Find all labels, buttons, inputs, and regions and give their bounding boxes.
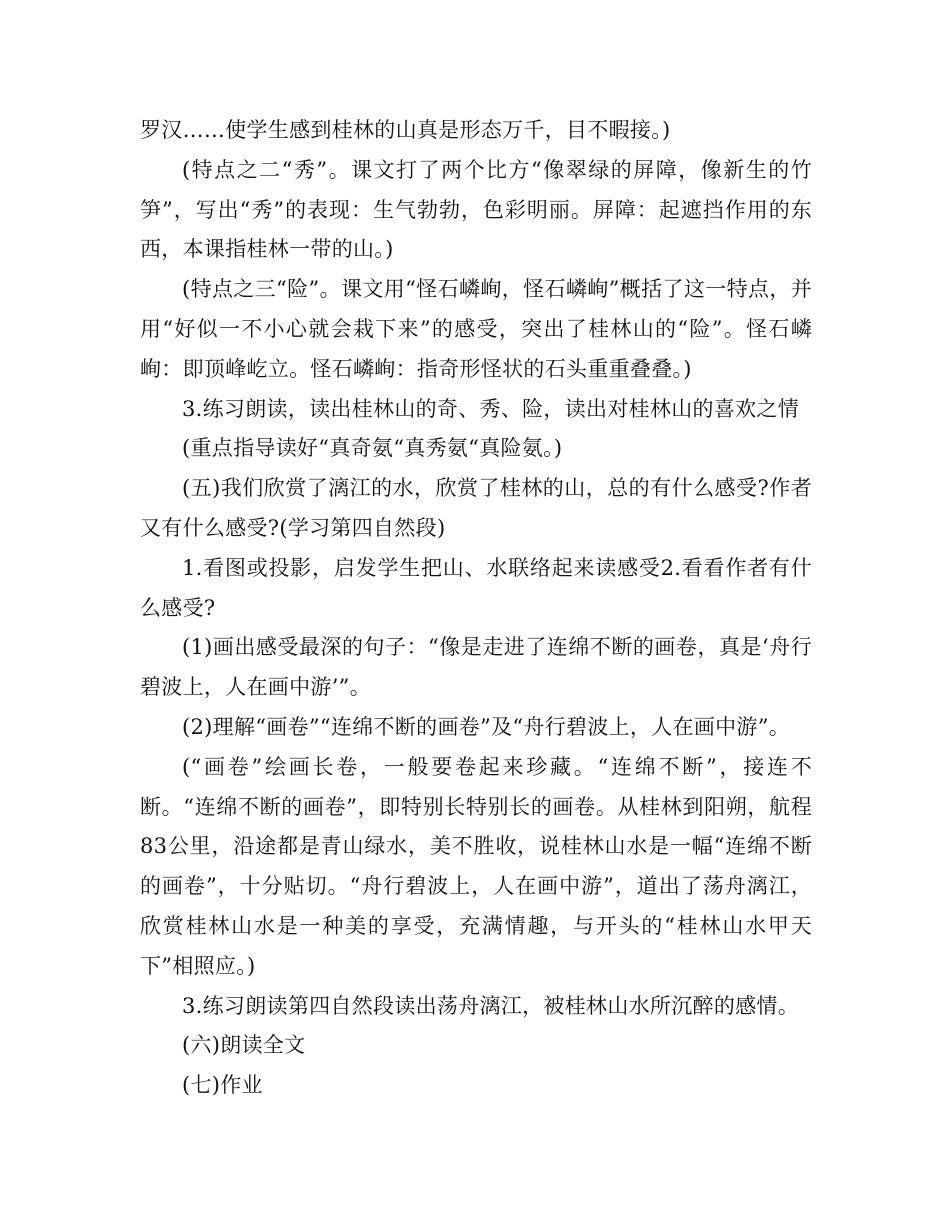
paragraph-reading-guidance: (重点指导读好“真奇氨“真秀氨“真险氨。) (182, 436, 563, 461)
paragraph-step-3-practice: 3.练习朗读第四自然段读出荡舟漓江，被桂林山水所沉醉的感情。 (182, 993, 800, 1018)
document-page (140, 111, 812, 1106)
paragraph-feature-two: (特点之二“秀”。课文打了两个比方“像翠绿的屏障，像新生的竹笋”，写出“秀”的表现：生气勃勃，色彩明丽。屏障：起遮挡作用的东西，本课指桂林一带的山。) (140, 157, 812, 262)
paragraph-continuation: 罗汉……使学生感到桂林的山真是形态万千，目不暇接。) (140, 118, 671, 142)
paragraph-section-six: (六)朗读全文 (182, 1033, 306, 1058)
paragraph-step-1-view: 1.看图或投影，启发学生把山、水联络起来读感受2.看看作者有什么感受? (140, 555, 812, 620)
paragraph-section-five: (五)我们欣赏了漓江的水，欣赏了桂林的山，总的有什么感受?作者又有什么感受?(学习第四自然段) (140, 476, 812, 540)
paragraph-feature-three: (特点之三“险”。课文用“怪石嶙峋，怪石嶙峋”概括了这一特点，并用“好似一不小心就会栽下来”的感受，突出了桂林山的“险”。怪石嶙峋：即顶峰屹立。怪石嶙峋：指奇形怪状的石头重重叠叠。) (140, 277, 812, 381)
paragraph-step-3-reading: 3.练习朗读，读出桂林山的奇、秀、险，读出对桂林山的喜欢之情 (182, 396, 800, 421)
paragraph-sub-1: (1)画出感受最深的句子：“像是走进了连绵不断的画卷，真是‘舟行碧波上，人在画中游’”。 (140, 635, 812, 700)
paragraph-sub-2: (2)理解“画卷”“连绵不断的画卷”及“舟行碧波上，人在画中游”。 (182, 714, 791, 739)
paragraph-section-seven: (七)作业 (182, 1073, 263, 1098)
paragraph-explanation: (“画卷”绘画长卷，一般要卷起来珍藏。“连绵不断”，接连不断。“连绵不断的画卷”，即特别长特别长的画卷。从桂林到阳朔，航程83公里，沿途都是青山绿水，美不胜收，说桂林山水是一幅“连绵不断的画卷”，十分贴切。“舟行碧波上，人在画中游”，道出了荡舟漓江，欣赏桂林山水是一种美的享受，充满情趣，与开头的“桂林山水甲天下”相照应。) (140, 754, 812, 978)
